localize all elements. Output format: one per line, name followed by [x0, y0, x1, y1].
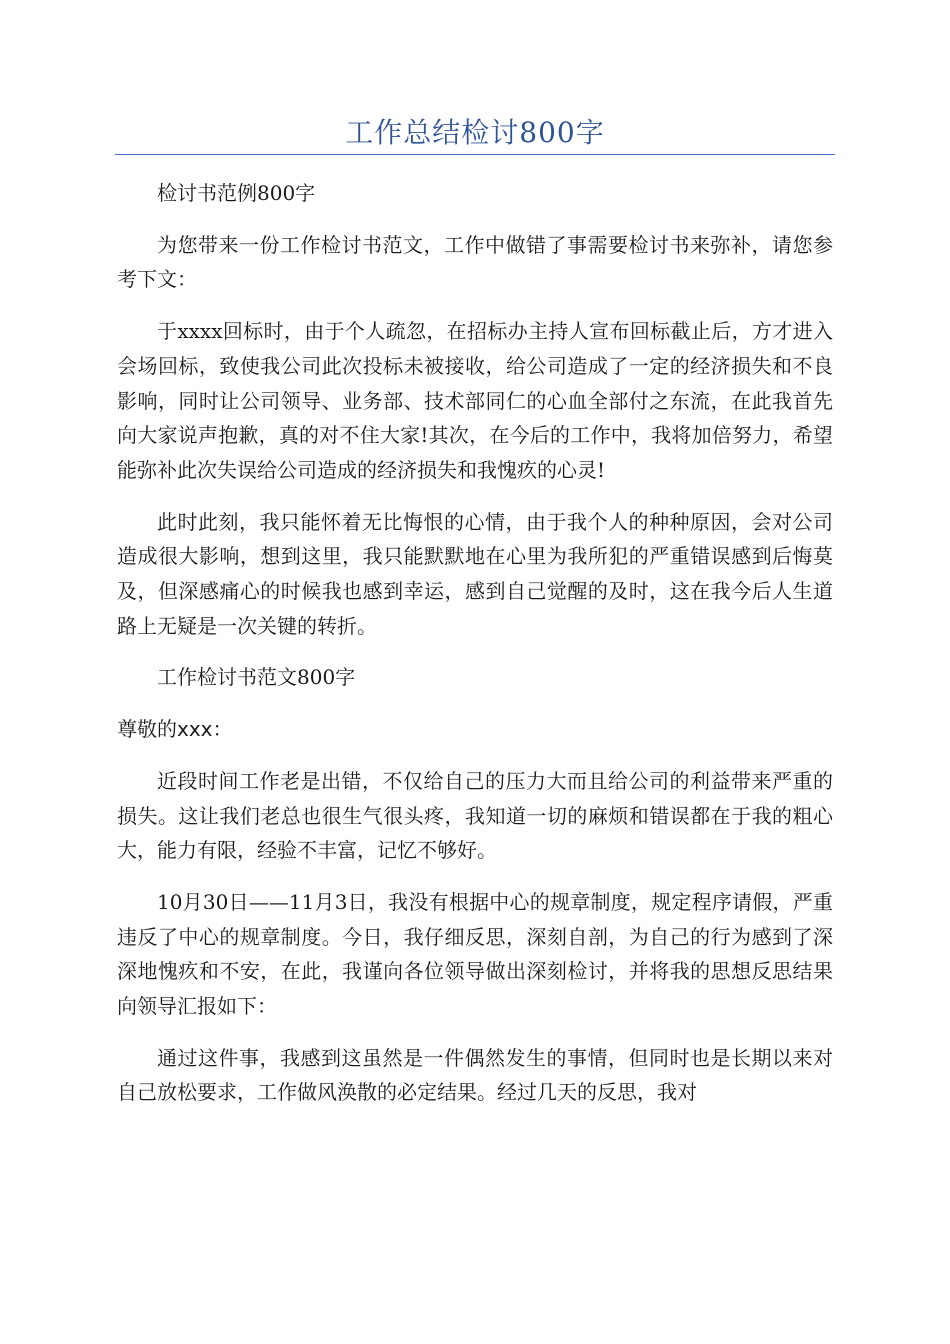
paragraph-conclusion: 通过这件事，我感到这虽然是一件偶然发生的事情，但同时也是长期以来对自己放松要求，工作做风涣散的必定结果。经过几天的反思，我对 [117, 1045, 833, 1105]
paragraph-subheading-2: 工作检讨书范文800字 [157, 665, 356, 690]
paragraph-salutation: 尊敬的xxx： [117, 717, 233, 742]
paragraph-reflection: 此时此刻，我只能怀着无比悔恨的心情，由于我个人的种种原因，会对公司造成很大影响，想到这里，我只能默默地在心里为我所犯的严重错误感到后悔莫及，但深感痛心的时候我也感到幸运，感到自己觉醒的及时，这在我今后人生道路上无疑是一次关键的转折。 [117, 509, 833, 638]
title-divider [115, 154, 835, 155]
paragraph-subheading-1: 检讨书范例800字 [157, 181, 316, 205]
paragraph-incident: 于xxxx回标时，由于个人疏忽，在招标办主持人宣布回标截止后，方才进入会场回标，致使我公司此次投标未被接收，给公司造成了一定的经济损失和不良影响，同时让公司领导、业务部、技术部同仁的心血全部付之东流，在此我首先向大家说声抱歉，真的对不住大家!其次，在今后的工作中，我将加倍努力，希望能弥补此次失误给公司造成的经济损失和我愧疚的心灵! [117, 319, 833, 482]
paragraph-leave: 10月30日——11月3日，我没有根据中心的规章制度，规定程序请假，严重违反了中心的规章制度。今日，我仔细反思，深刻自剖，为自己的行为感到了深深地愧疚和不安，在此，我谨向各位领导做出深刻检讨，并将我的思想反思结果向领导汇报如下： [117, 889, 833, 1019]
paragraph-intro: 为您带来一份工作检讨书范文，工作中做错了事需要检讨书来弥补，请您参考下文： [117, 232, 833, 292]
document-body [117, 176, 833, 1127]
document-title: 工作总结检讨800字 [345, 116, 605, 149]
paragraph-errors: 近段时间工作老是出错，不仅给自己的压力大而且给公司的利益带来严重的损失。这让我们老总也很生气很头疼，我知道一切的麻烦和错误都在于我的粗心大，能力有限，经验不丰富，记忆不够好。 [117, 768, 833, 863]
